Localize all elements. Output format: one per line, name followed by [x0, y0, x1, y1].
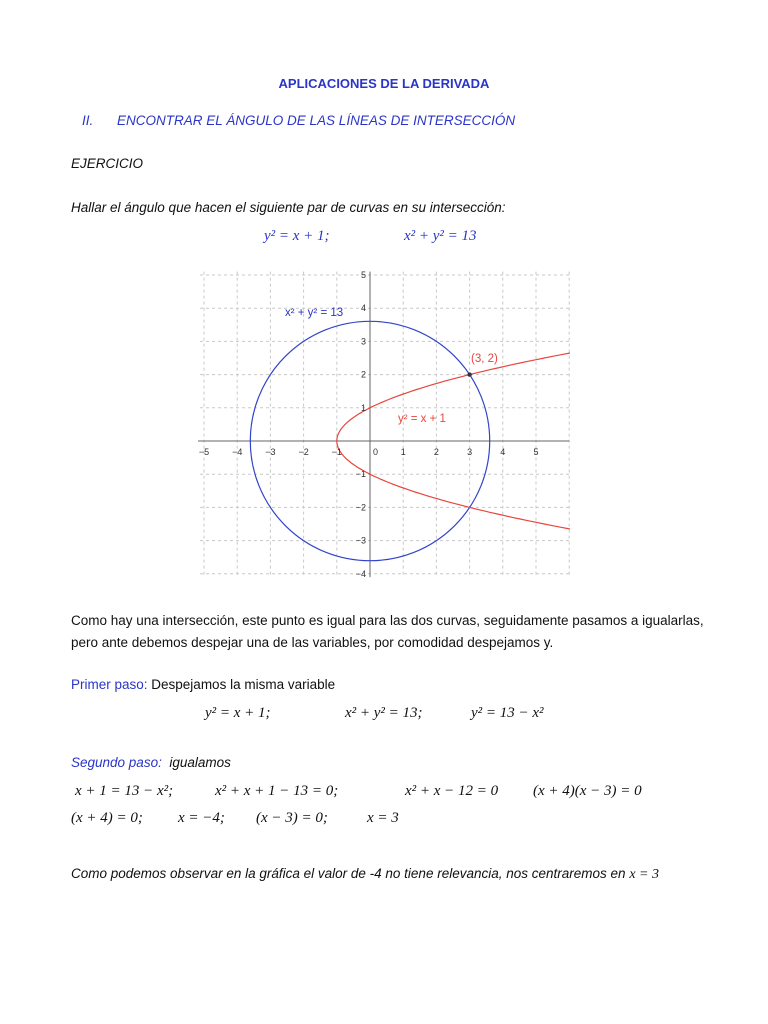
- step2-r1-d: (x + 4)(x − 3) = 0: [533, 783, 642, 799]
- y-tick-label: −4: [355, 568, 366, 579]
- x-tick-label: −5: [198, 447, 210, 457]
- explanation-paragraph: Como hay una intersección, este punto es igual para las dos curvas, seguidamente pasamos a igualarlas, pero ante debemos despejar una de las variables, por comodidad despejamos y.: [71, 613, 704, 650]
- step2-r1-a: x + 1 = 13 − x²;: [75, 783, 174, 799]
- exercise-prompt: Hallar el ángulo que hacen el siguiente par de curvas en su intersección:: [71, 200, 506, 215]
- graph-axes: [198, 272, 569, 577]
- intersection-point: [467, 372, 471, 376]
- page-title: APLICACIONES DE LA DERIVADA: [278, 76, 490, 91]
- x-tick-label: −1: [331, 447, 342, 457]
- conclusion-line: [71, 866, 659, 883]
- y-tick-label: 2: [360, 369, 366, 380]
- step2-text: igualamos: [169, 755, 231, 770]
- point-label: (3, 2): [471, 353, 498, 365]
- conclusion-math: x = 3: [629, 867, 659, 882]
- step2-r2-c: (x − 3) = 0;: [256, 810, 328, 826]
- graph-labels: [199, 270, 539, 579]
- step1-eq3: y² = 13 − x²: [471, 705, 544, 721]
- y-tick-label: 4: [360, 303, 366, 314]
- x-tick-label: 5: [533, 447, 539, 457]
- y-tick-label: −1: [355, 469, 366, 480]
- parabola-label: y² = x + 1: [398, 413, 446, 425]
- y-tick-label: 5: [360, 270, 366, 280]
- step2-label: Segundo paso:: [71, 755, 162, 770]
- step2-r1-b: x² + x + 1 − 13 = 0;: [215, 783, 339, 799]
- circle-label: x² + y² = 13: [285, 307, 344, 319]
- origin-label: 0: [373, 447, 379, 457]
- step2-line: [71, 755, 231, 770]
- x-tick-label: 1: [400, 447, 406, 457]
- x-tick-label: 3: [467, 447, 473, 457]
- x-tick-label: 4: [500, 447, 506, 457]
- x-tick-label: −2: [298, 447, 309, 457]
- intersection-graph: [198, 265, 573, 585]
- step1-eq1: y² = x + 1;: [205, 705, 271, 721]
- x-tick-label: 2: [433, 447, 439, 457]
- y-tick-label: 3: [360, 336, 366, 347]
- step2-r2-b: x = −4;: [178, 810, 225, 826]
- y-tick-label: −2: [355, 502, 366, 513]
- step1-line: [71, 677, 335, 692]
- section-number: II.: [82, 113, 94, 128]
- section-heading: ENCONTRAR EL ÁNGULO DE LAS LÍNEAS DE INTERSECCIÓN: [117, 113, 516, 128]
- x-tick-label: −4: [232, 447, 243, 457]
- step2-r1-c: x² + x − 12 = 0: [405, 783, 499, 799]
- equation-parabola: y² = x + 1;: [264, 228, 330, 244]
- step1-eq2: x² + y² = 13;: [345, 705, 423, 721]
- y-tick-label: 1: [360, 402, 366, 413]
- exercise-label: EJERCICIO: [71, 156, 144, 171]
- graph-grid: [198, 272, 569, 577]
- step1-text: Despejamos la misma variable: [147, 677, 336, 692]
- y-tick-label: −3: [355, 535, 366, 546]
- step1-label: Primer paso:: [71, 677, 148, 692]
- step2-r2-d: x = 3: [367, 810, 399, 826]
- step2-r2-a: (x + 4) = 0;: [71, 810, 143, 826]
- x-tick-label: −3: [265, 447, 276, 457]
- conclusion-text: Como podemos observar en la gráfica el valor de -4 no tiene relevancia, nos centraremos en: [71, 866, 630, 881]
- equation-circle: x² + y² = 13: [404, 228, 477, 244]
